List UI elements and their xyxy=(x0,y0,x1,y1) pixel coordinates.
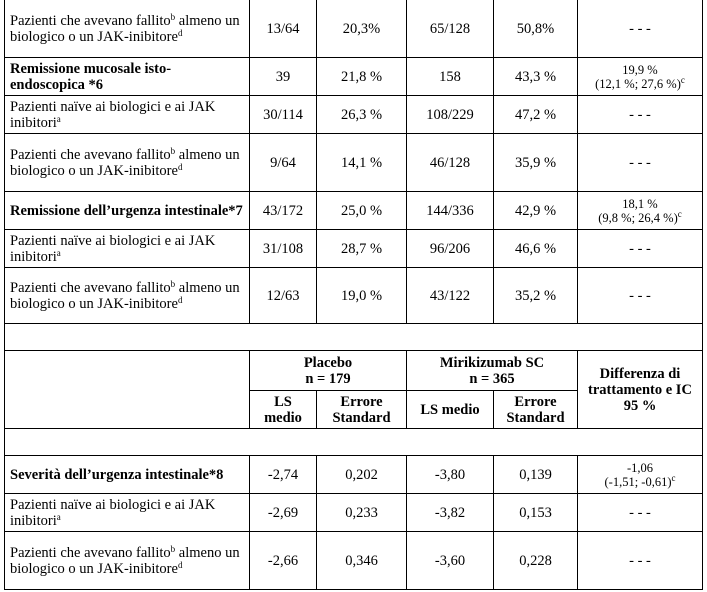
subgroup-label: Pazienti che avevano fallito$^b$ almeno un biologico o un JAK-inibitore$^d$ xyxy=(5,268,250,324)
value-cell: -3,80 xyxy=(407,456,494,494)
value-cell: -3,82 xyxy=(407,494,494,532)
value-cell: - - - xyxy=(578,0,703,58)
header-placebo: Placebo n = 179 xyxy=(250,351,407,391)
table-row xyxy=(5,134,703,192)
value-cell: 65/128 xyxy=(407,0,494,58)
value-cell: 18,1 % (9,8 %; 26,4 %)$^c$ xyxy=(578,192,703,230)
header-row-groups xyxy=(5,351,703,391)
table-row xyxy=(5,96,703,134)
value-cell: 35,9 % xyxy=(494,134,578,192)
endpoint-label: Remissione dell’urgenza intestinale*7 xyxy=(5,192,250,230)
value-cell: 50,8% xyxy=(494,0,578,58)
value-cell: 144/336 xyxy=(407,192,494,230)
value-cell: -2,74 xyxy=(250,456,317,494)
value-cell: 19,9 % (12,1 %; 27,6 %)$^c$ xyxy=(578,58,703,96)
subgroup-label: Pazienti che avevano fallito$^b$ almeno un biologico o un JAK-inibitore$^d$ xyxy=(5,532,250,590)
value-cell: - - - xyxy=(578,96,703,134)
value-cell: -1,06 (-1,51; -0,61)$^c$ xyxy=(578,456,703,494)
value-cell: 47,2 % xyxy=(494,96,578,134)
subgroup-label: Pazienti naïve ai biologici e ai JAK inibitori$^a$ xyxy=(5,230,250,268)
value-cell: 9/64 xyxy=(250,134,317,192)
endpoint-label: Remissione mucosale isto-endoscopica *6 xyxy=(5,58,250,96)
efficacy-table xyxy=(4,0,703,590)
table-row xyxy=(5,192,703,230)
value-cell: -2,66 xyxy=(250,532,317,590)
value-cell: 0,233 xyxy=(317,494,407,532)
value-cell: 19,0 % xyxy=(317,268,407,324)
value-cell: 35,2 % xyxy=(494,268,578,324)
value-cell: 30/114 xyxy=(250,96,317,134)
value-cell: 42,9 % xyxy=(494,192,578,230)
value-cell: 43/172 xyxy=(250,192,317,230)
header-ls-medio-miri: LS medio xyxy=(407,391,494,429)
header-mirikizumab: Mirikizumab SC n = 365 xyxy=(407,351,578,391)
header-ls-medio-placebo: LS medio xyxy=(250,391,317,429)
value-cell: - - - xyxy=(578,134,703,192)
table-row xyxy=(5,0,703,58)
value-cell: 0,139 xyxy=(494,456,578,494)
subgroup-label: Pazienti che avevano fallito$^b$ almeno un biologico o un JAK-inibitore$^d$ xyxy=(5,0,250,58)
value-cell: - - - xyxy=(578,494,703,532)
value-cell: 46/128 xyxy=(407,134,494,192)
table-row xyxy=(5,532,703,590)
header-empty xyxy=(5,351,250,429)
value-cell: 25,0 % xyxy=(317,192,407,230)
header-errore-miri: Errore Standard xyxy=(494,391,578,429)
subgroup-label: Pazienti naïve ai biologici e ai JAK inibitori$^a$ xyxy=(5,494,250,532)
value-cell: - - - xyxy=(578,532,703,590)
value-cell: 12/63 xyxy=(250,268,317,324)
value-cell: 96/206 xyxy=(407,230,494,268)
header-difference: Differenza di trattamento e IC 95 % xyxy=(578,351,703,429)
value-cell: 0,202 xyxy=(317,456,407,494)
value-cell: - - - xyxy=(578,268,703,324)
value-cell: 43,3 % xyxy=(494,58,578,96)
header-errore-placebo: Errore Standard xyxy=(317,391,407,429)
table-row xyxy=(5,58,703,96)
value-cell: 158 xyxy=(407,58,494,96)
spacer-row xyxy=(5,429,703,456)
value-cell: 43/122 xyxy=(407,268,494,324)
value-cell: -2,69 xyxy=(250,494,317,532)
value-cell: 46,6 % xyxy=(494,230,578,268)
value-cell: 39 xyxy=(250,58,317,96)
value-cell: - - - xyxy=(578,230,703,268)
table-row xyxy=(5,494,703,532)
table-row xyxy=(5,268,703,324)
value-cell: 0,228 xyxy=(494,532,578,590)
value-cell: 31/108 xyxy=(250,230,317,268)
value-cell: 0,346 xyxy=(317,532,407,590)
subgroup-label: Pazienti naïve ai biologici e ai JAK inibitori$^a$ xyxy=(5,96,250,134)
spacer-row xyxy=(5,324,703,351)
value-cell: 20,3% xyxy=(317,0,407,58)
value-cell: 13/64 xyxy=(250,0,317,58)
value-cell: 0,153 xyxy=(494,494,578,532)
value-cell: 108/229 xyxy=(407,96,494,134)
value-cell: 14,1 % xyxy=(317,134,407,192)
value-cell: -3,60 xyxy=(407,532,494,590)
endpoint-label: Severità dell’urgenza intestinale*8 xyxy=(5,456,250,494)
value-cell: 28,7 % xyxy=(317,230,407,268)
table-row xyxy=(5,456,703,494)
subgroup-label: Pazienti che avevano fallito$^b$ almeno un biologico o un JAK-inibitore$^d$ xyxy=(5,134,250,192)
value-cell: 21,8 % xyxy=(317,58,407,96)
value-cell: 26,3 % xyxy=(317,96,407,134)
table-row xyxy=(5,230,703,268)
